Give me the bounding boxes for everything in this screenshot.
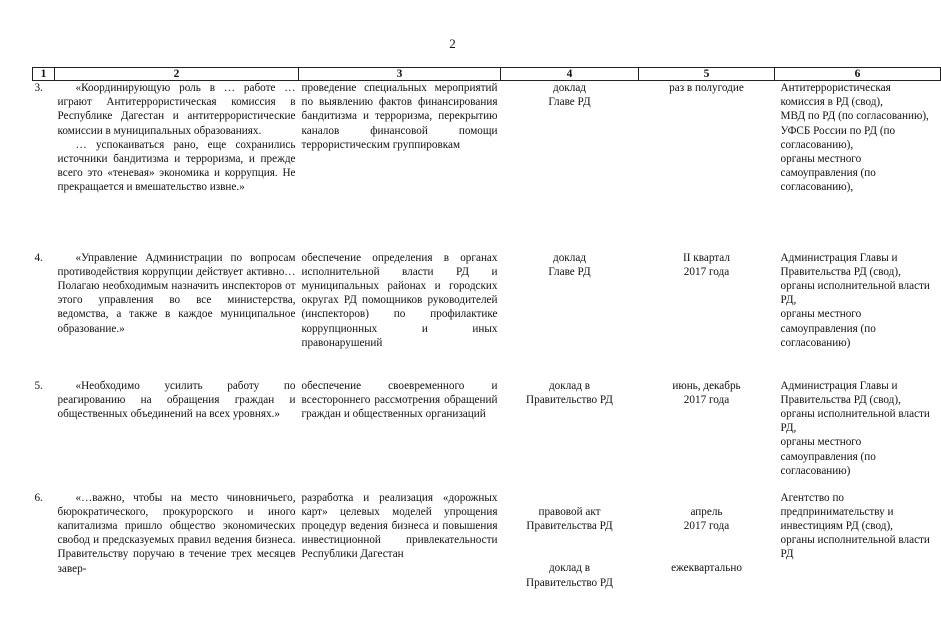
header-row xyxy=(33,68,941,81)
deadline-cell: июнь, декабрь 2017 года xyxy=(672,379,741,406)
column-header-1: 1 xyxy=(33,68,55,81)
column-header-4: 4 xyxy=(501,68,639,81)
measure-cell: разработка и реализация «дорожных карт» целевых моделей упрощения процедур ведения бизнеса и повышения инвестиционной привлекательности Республики Дагестан xyxy=(301,491,498,561)
quote-cell xyxy=(55,81,299,251)
action-plan-table xyxy=(32,67,941,590)
table-body xyxy=(33,81,941,590)
row-number: 5. xyxy=(34,379,43,392)
column-header-6: 6 xyxy=(775,68,941,81)
report-form-entry: доклад в Правительство РД xyxy=(526,562,613,589)
quote-cell xyxy=(55,491,299,590)
table-header xyxy=(33,68,941,81)
quote-paragraph: «Координирующую роль в … работе … играют Антитеррористическая комиссия в Республике Дагестан и антитеррористические комиссии в муниципальных образованиях. xyxy=(57,82,296,137)
quote-paragraph: «…важно, чтобы на место чиновничьего, бюрократического, прокурорского и иного капитализма пришло общество экономических свобод и предсказуемых правил ведения бизнеса. Правительству поручаю в течение трех месяцев завер- xyxy=(57,491,296,575)
table-row xyxy=(33,251,941,379)
deadline-entry: ежеквартально xyxy=(671,562,742,575)
column-header-2: 2 xyxy=(55,68,299,81)
row-number: 3. xyxy=(33,81,55,251)
deadline-cell xyxy=(639,491,775,590)
table-row xyxy=(33,491,941,590)
responsible-cell: Администрация Главы и Правительства РД (свод), органы исполнительной власти РД, органы местного самоуправления (по согласованию) xyxy=(780,251,930,349)
measure-cell: проведение специальных мероприятий по выявлению фактов финансирования бандитизма и терроризма, перекрытию каналов финансовой помощи террористическим группировкам xyxy=(299,81,501,251)
quote-paragraph: … успокаиваться рано, еще сохранились источники бандитизма и терроризма, и прежде всего это «теневая» экономика и коррупция. Не прекращается и вмешательство извне.» xyxy=(57,138,296,194)
quote-paragraph: «Управление Администрации по вопросам противодействия коррупции действует активно… Полагаю необходимым назначить инспекторов от этого управления во все министерства, ведомства, а также в каждое муниципальное образование.» xyxy=(57,251,296,335)
deadline-cell: II квартал 2017 года xyxy=(683,251,730,278)
row-number: 4. xyxy=(34,251,43,264)
table-row xyxy=(33,81,941,251)
row-number: 6. xyxy=(34,491,43,504)
responsible-cell: Антитеррористическая комиссия в РД (свод), МВД по РД (по согласованию), УФСБ России по РД (по согласованию), органы местного самоуправления (по согласованию), xyxy=(775,81,941,251)
responsible-cell: Агентство по предпринимательству и инвестициям РД (свод), органы исполнительной власти РД xyxy=(780,491,930,561)
page-number: 2 xyxy=(449,36,456,51)
table-row xyxy=(33,379,941,491)
report-form-cell: доклад в Правительство РД xyxy=(526,379,613,406)
report-form-cell xyxy=(501,491,639,590)
column-header-5: 5 xyxy=(639,68,775,81)
deadline-cell: раз в полугодие xyxy=(639,81,775,251)
report-form-cell: доклад Главе РД xyxy=(548,251,591,278)
column-header-3: 3 xyxy=(299,68,501,81)
report-form-entry: правовой акт Правительства РД xyxy=(526,505,613,532)
quote-cell xyxy=(55,379,299,491)
deadline-entry: апрель 2017 года xyxy=(683,505,730,532)
report-form-cell: доклад Главе РД xyxy=(501,81,639,251)
quote-paragraph: «Необходимо усилить работу по реагированию на обращения граждан и общественных объединений на всех уровнях.» xyxy=(57,379,296,420)
measure-cell: обеспечение своевременного и всестороннего рассмотрения обращений граждан и общественных организаций xyxy=(301,379,498,420)
measure-cell: обеспечение определения в органах исполнительной власти РД и муниципальных районах и городских округах РД помощников руководителей (инспекторов) по профилактике коррупционных и иных правонарушений xyxy=(301,251,498,349)
quote-cell xyxy=(55,251,299,379)
responsible-cell: Администрация Главы и Правительства РД (свод), органы исполнительной власти РД, органы местного самоуправления (по согласованию) xyxy=(780,379,930,477)
